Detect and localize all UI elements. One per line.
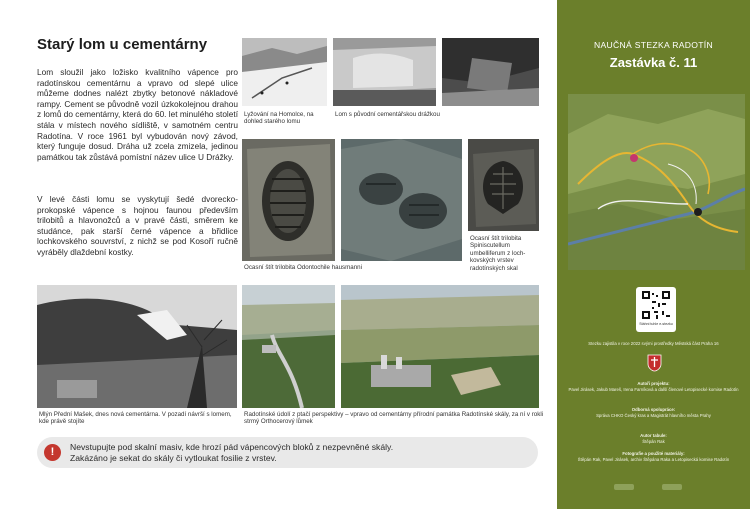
stop-heading: Zastávka č. 11 — [609, 55, 698, 70]
credits-cooperation — [562, 407, 745, 418]
caption-spiniscutellum: Ocasní štít trilobita Spiniscutellum umbelliferum z loch-kovských vrstev radotínských skal — [470, 235, 526, 272]
credits-photos-head: Fotografie a použité materiály: — [622, 451, 685, 456]
credits-authors-head: Autoři projektu: — [637, 381, 670, 386]
credits-board-author-head: Autor tabule: — [640, 433, 667, 438]
logo-right-icon — [662, 484, 682, 490]
credits-board-author — [562, 433, 745, 444]
trail-map — [568, 94, 745, 270]
logo-left-icon — [614, 484, 634, 490]
you-are-here-marker-icon — [694, 208, 702, 216]
photo-lom-drazka — [333, 38, 436, 106]
sidebar-kicker: NAUČNÁ STEZKA RADOTÍN — [594, 40, 713, 50]
credits-photos — [562, 451, 745, 462]
caption-odontochile: Ocasní štít trilobita Odontochile hausmanni — [244, 264, 362, 271]
warning-icon: ! — [44, 444, 61, 461]
photo-rock-wall — [442, 38, 539, 106]
photo-fossil-odontochile — [242, 139, 335, 261]
warning-line-1: Nevstupujte pod skalní masiv, kde hrozí pád vápencových bloků z nezpevněné skály. — [70, 442, 394, 452]
page-title: Starý lom u cementárny — [37, 36, 208, 53]
credits-photos-text: Štěpán Rak, Pavel Jirásek, archiv Štěpána Raka a Letopisecká komise Radotín — [577, 456, 730, 462]
coat-of-arms-icon — [647, 354, 662, 372]
stop-marker-icon — [630, 154, 638, 162]
caption-udoli: Radotínské údolí z ptačí perspektivy – vpravo od cementárny přírodní památka Radotínské skály, za ní v rokli strmý Orthocerový lůmek — [244, 411, 544, 426]
photo-fossil-spiniscutellum — [468, 139, 539, 231]
credits-board-author-text: Štěpán Rak — [642, 438, 665, 444]
caption-lom: Lom s původní cementářskou drážkou — [335, 111, 440, 118]
photo-ski-homolka — [242, 38, 327, 106]
photo-udoli-aerial-2 — [341, 285, 539, 408]
paragraph-geology: V levé části lomu se vyskytují šedé dvorecko-prokopské vápence s hojnou faunou především trilobitů a hlavonožců a v pravé části, směrem ke studánce, pak starší černé vápence a břidlice lochkovského souvrství, z nichž se pod Kosoří ručně vyráběly dlaždební kostky. — [37, 194, 238, 257]
funding-note: Stezku zajistila v roce 2022 svými prostředky Městská část Praha 16 — [588, 341, 719, 346]
caption-ski: Lyžování na Homolce, na dohled starého lomu — [244, 111, 314, 126]
warning-text — [70, 442, 530, 464]
photo-fossil-slab — [341, 139, 462, 261]
photo-mlyn-masek — [37, 285, 237, 408]
credits-cooperation-head: Odborná spolupráce: — [631, 407, 676, 412]
credits-cooperation-text: Správa CHKO Český kras a Magistrát hlavního města Prahy — [596, 412, 711, 418]
paragraph-history: Lom sloužil jako ložisko kvalitního vápence pro radotínskou cementárnu a vpravo od slepé ulice můžeme dodnes nalézt zbytky betonové nákladové rampy. Cement se původně vozil úzkokolejnou drahou z lomů do cementárny, která do 60. let minulého století stála v místech nového sídliště, v samotném centru Radotína. V roce 1961 byl vybudován nový závod, který funguje dosud. Dráha už zcela zmizela, jedinou památkou tak zůstává pomístní název ulice U Drážky. — [37, 67, 238, 162]
warning-line-2: Zakázáno je sekat do skály či vytloukat fosilie z vrstev. — [70, 453, 277, 463]
caption-mlyn: Mlýn Přední Mašek, dnes nová cementárna. V pozadí návrší s lomem, kde právě stojíte — [39, 411, 232, 426]
photo-udoli-aerial-1 — [242, 285, 335, 408]
qr-label: Stáhni tuhle e-stezku — [639, 322, 673, 326]
credits-authors — [562, 381, 745, 392]
credits-authors-text: Pavel Jirásek, Jakub Mareš, Irena Farníková a další členové Letopisecké komise Radotín — [568, 386, 739, 392]
